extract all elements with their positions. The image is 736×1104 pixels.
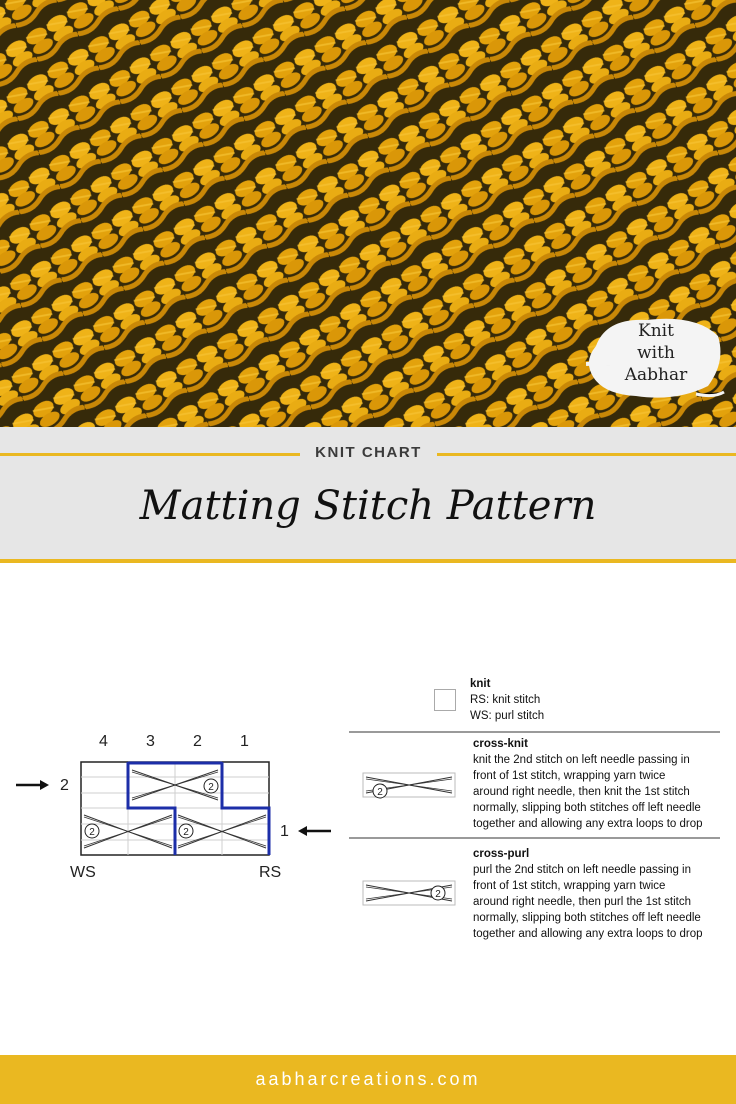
row-label: 2 bbox=[60, 777, 69, 794]
repeat-outline bbox=[128, 762, 175, 855]
cross-purl-symbol bbox=[362, 879, 458, 909]
legend-cross-purl: cross-purl purl the 2nd stitch on left needle passing in front of 1st stitch, wrapping yarn twice around right needle, then purl the 1st stitch normally, slipping both stitches off left needle together and allowing any extra loops to drop bbox=[473, 848, 703, 940]
cable-number: 2 bbox=[377, 787, 383, 798]
footer-bar bbox=[0, 1055, 736, 1104]
cable-number: 2 bbox=[89, 827, 95, 838]
cable-number: 2 bbox=[208, 782, 214, 793]
kicker-label: KNIT CHART bbox=[315, 444, 422, 461]
logo-text: Knit with Aabhar bbox=[624, 321, 688, 385]
legend-divider bbox=[349, 731, 720, 733]
row2-arrow-icon bbox=[16, 780, 49, 790]
rs-label: RS bbox=[259, 864, 282, 881]
row1-arrow-icon bbox=[298, 826, 331, 836]
ws-label: WS bbox=[70, 864, 96, 881]
cable-number: 2 bbox=[183, 827, 189, 838]
column-label: 4 bbox=[99, 733, 108, 750]
column-label: 1 bbox=[240, 733, 249, 750]
cable-number: 2 bbox=[435, 889, 441, 900]
legend-knit: knit RS: knit stitch WS: purl stitch bbox=[470, 678, 545, 722]
row-label: 1 bbox=[280, 823, 289, 840]
cross-knit-symbol bbox=[362, 771, 458, 801]
site-link[interactable]: aabharcreations.com bbox=[255, 1069, 481, 1089]
legend-divider bbox=[349, 837, 720, 839]
legend-cross-knit: cross-knit knit the 2nd stitch on left needle passing in front of 1st stitch, wrapping yarn twice around right needle, then knit the 1st stitch normally, slipping both stitches off left needle together and allowing any extra loops to drop bbox=[473, 738, 703, 830]
repeat-outline bbox=[222, 762, 269, 855]
knit-symbol bbox=[434, 689, 456, 711]
column-label: 2 bbox=[193, 733, 202, 750]
column-label: 3 bbox=[146, 733, 155, 750]
page-title: Matting Stitch Pattern bbox=[139, 483, 597, 529]
